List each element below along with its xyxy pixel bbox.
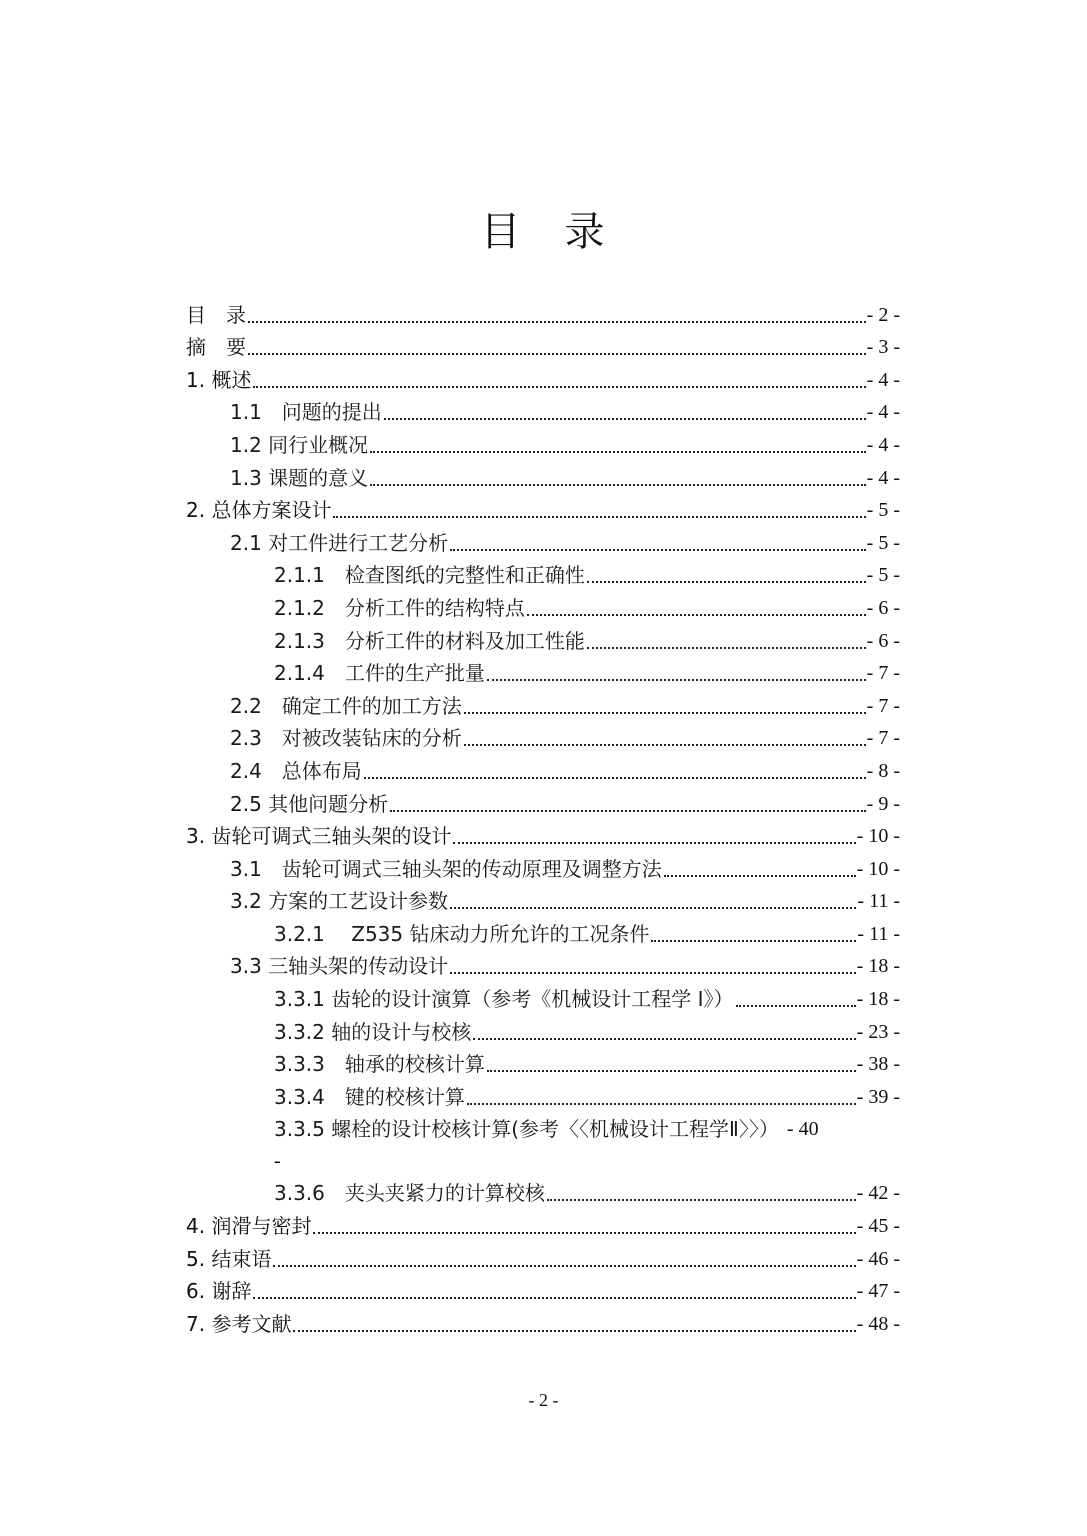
toc-entry-label: 7. 参考文献 [186, 1311, 292, 1336]
toc-entry[interactable] [186, 885, 900, 918]
toc-entry[interactable] [186, 1307, 900, 1340]
dot-leader [450, 549, 866, 551]
toc-entry[interactable] [186, 624, 900, 657]
toc-entry[interactable] [186, 917, 900, 950]
dot-leader [487, 1070, 856, 1072]
dot-leader [664, 875, 856, 877]
toc-entry-label: 3.3.4 键的校核计算 [274, 1084, 465, 1109]
toc-entry[interactable] [186, 852, 900, 885]
toc-entry-label: 2.1.4 工件的生产批量 [274, 661, 485, 686]
toc-entry-page: - 6 - [866, 629, 900, 652]
toc-entry[interactable] [186, 1048, 900, 1081]
toc-entry-page: - 10 - [856, 825, 900, 848]
toc-entry-page: - 46 - [856, 1247, 900, 1270]
toc-entry-label: 1.3 课题的意义 [230, 465, 369, 490]
toc-entry-label: 2.1 对工件进行工艺分析 [230, 530, 449, 555]
toc-entry[interactable] [186, 657, 900, 690]
toc-entry[interactable] [186, 331, 900, 364]
toc-entry-label: 3.1 齿轮可调式三轴头架的传动原理及调整方法 [230, 856, 662, 881]
dot-leader [527, 614, 866, 616]
dot-leader [736, 1005, 856, 1007]
toc-entry-page: - 42 - [856, 1182, 900, 1205]
toc-entry-label: 5. 结束语 [186, 1246, 272, 1271]
dot-leader [370, 451, 866, 453]
toc-entry[interactable] [186, 754, 900, 787]
toc-entry[interactable] [186, 1080, 900, 1113]
toc-entry-label: 6. 谢辞 [186, 1279, 252, 1304]
dot-leader [450, 907, 856, 909]
toc-entry[interactable] [186, 950, 900, 983]
toc-entry-page: - 23 - [856, 1020, 900, 1043]
toc-entry-page: - 5 - [866, 531, 900, 554]
toc-entry-page: - 9 - [866, 792, 900, 815]
toc-entry-page: - 48 - [856, 1312, 900, 1335]
dot-leader [253, 1297, 855, 1299]
toc-entry-label: 3.2 方案的工艺设计参数 [230, 889, 449, 914]
dot-leader [467, 1103, 856, 1105]
dot-leader [473, 1038, 855, 1040]
toc-entry-page: - 3 - [866, 336, 900, 359]
dot-leader [487, 679, 866, 681]
toc-entry-label: 2. 总体方案设计 [186, 498, 332, 523]
table-of-contents [186, 298, 900, 1340]
dot-leader [313, 1232, 855, 1234]
toc-entry-page: - 4 - [866, 368, 900, 391]
dot-leader [370, 484, 866, 486]
dot-leader [253, 386, 865, 388]
toc-entry-label: 3.3.2 轴的设计与校核 [274, 1019, 472, 1044]
toc-entry-label: 3.3.5 螺栓的设计校核计算(参考〈〈机械设计工程学Ⅱ〉〉） [274, 1116, 779, 1141]
toc-entry-page: - 7 - [866, 694, 900, 717]
toc-entry-page: - 47 - [856, 1280, 900, 1303]
toc-entry-page: - 45 - [856, 1215, 900, 1238]
toc-entry-label: 1.2 同行业概况 [230, 432, 369, 457]
toc-entry-label: 摘 要 [186, 335, 246, 360]
toc-entry-page: - 4 - [866, 433, 900, 456]
toc-entry-page: - 40 [786, 1117, 819, 1140]
toc-entry-label: 2.4 总体布局 [230, 758, 362, 783]
toc-entry-label: 2.3 对被改装钻床的分析 [230, 726, 462, 751]
dot-leader [364, 777, 866, 779]
toc-entry-page: - 2 - [866, 303, 900, 326]
dot-leader [333, 516, 865, 518]
toc-entry-label: 2.1.2 分析工件的结构特点 [274, 595, 525, 620]
toc-entry-label: 4. 润滑与密封 [186, 1214, 312, 1239]
toc-entry-page: - 7 - [866, 662, 900, 685]
toc-entry[interactable] [186, 428, 900, 461]
toc-entry-page: - 4 - [866, 401, 900, 424]
toc-entry[interactable] [186, 982, 900, 1015]
toc-entry[interactable] [186, 1209, 900, 1242]
toc-entry-line [274, 1116, 900, 1142]
toc-entry-page: - 38 - [856, 1053, 900, 1076]
toc-entry-page: - 5 - [866, 564, 900, 587]
page-title: 目 录 [480, 209, 607, 255]
toc-entry[interactable] [186, 722, 900, 755]
dot-leader [547, 1199, 856, 1201]
page-number-footer: - 2 - [528, 1390, 559, 1410]
toc-entry[interactable] [186, 591, 900, 624]
toc-entry-page: - 39 - [856, 1085, 900, 1108]
toc-entry[interactable] [186, 689, 900, 722]
toc-entry-page: - 8 - [866, 759, 900, 782]
toc-entry[interactable] [186, 820, 900, 853]
dot-leader [464, 744, 866, 746]
toc-entry-page: - 18 - [856, 988, 900, 1011]
toc-entry-label: 2.1.3 分析工件的材料及加工性能 [274, 628, 585, 653]
toc-entry-label: 3.3.6 夹头夹紧力的计算校核 [274, 1181, 545, 1206]
toc-entry-label: 3.3 三轴头架的传动设计 [230, 954, 449, 979]
toc-entry-page: - 5 - [866, 499, 900, 522]
toc-entry-page: - 11 - [857, 890, 900, 913]
toc-entry[interactable] [186, 396, 900, 429]
dot-leader [587, 647, 866, 649]
dot-leader [384, 418, 866, 420]
toc-entry-label: 1. 概述 [186, 367, 252, 392]
dot-leader [248, 353, 866, 355]
toc-entry-page: - 18 - [856, 955, 900, 978]
toc-entry[interactable] [186, 461, 900, 494]
toc-entry-page: - 7 - [866, 727, 900, 750]
toc-entry-page: - 11 - [857, 922, 900, 945]
toc-entry[interactable] [186, 1177, 900, 1210]
dot-leader [248, 321, 866, 323]
dot-leader [587, 581, 866, 583]
toc-entry-label: 3.3.1 齿轮的设计演算（参考《机械设计工程学 I》） [274, 987, 734, 1012]
dot-leader [464, 712, 866, 714]
toc-entry[interactable] [186, 1242, 900, 1275]
toc-entry-label: 目 录 [186, 302, 246, 327]
toc-entry-page: - 6 - [866, 596, 900, 619]
toc-entry-label: 2.1.1 检查图纸的完整性和正确性 [274, 563, 585, 588]
dot-leader [651, 940, 856, 942]
toc-entry-label: 2.2 确定工件的加工方法 [230, 693, 462, 718]
toc-entry[interactable] [186, 363, 900, 396]
dot-leader [293, 1330, 855, 1332]
toc-entry-page-continuation: - [274, 1149, 281, 1172]
toc-entry-label: 3.2.1 Z535 钻床动力所允许的工况条件 [274, 921, 650, 946]
toc-entry[interactable] [186, 526, 900, 559]
dot-leader [453, 842, 855, 844]
toc-entry[interactable] [186, 1275, 900, 1308]
toc-entry-page: - 10 - [856, 857, 900, 880]
dot-leader [273, 1265, 855, 1267]
toc-entry-page: - 4 - [866, 466, 900, 489]
toc-entry[interactable] [186, 1113, 900, 1177]
toc-entry[interactable] [186, 559, 900, 592]
toc-entry[interactable] [186, 298, 900, 331]
toc-entry[interactable] [186, 787, 900, 820]
toc-entry-label: 3. 齿轮可调式三轴头架的设计 [186, 824, 452, 849]
dot-leader [450, 972, 856, 974]
toc-entry-label: 3.3.3 轴承的校核计算 [274, 1052, 485, 1077]
toc-entry[interactable] [186, 494, 900, 527]
toc-entry[interactable] [186, 1015, 900, 1048]
toc-entry-label: 2.5 其他问题分析 [230, 791, 389, 816]
toc-entry-label: 1.1 问题的提出 [230, 400, 382, 425]
dot-leader [390, 810, 866, 812]
